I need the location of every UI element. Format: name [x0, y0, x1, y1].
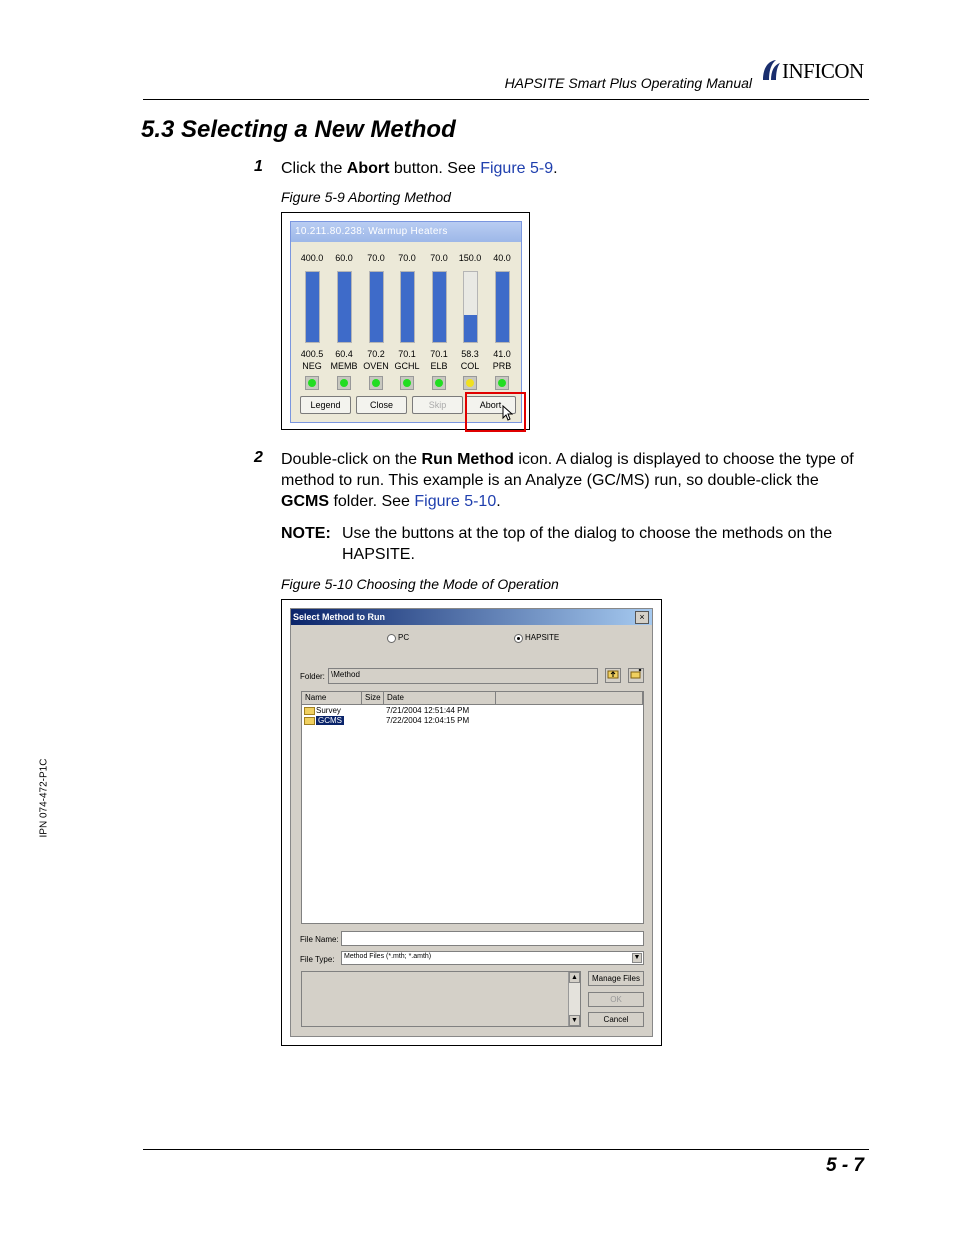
gauge-bar	[432, 271, 447, 343]
header-rule	[143, 99, 869, 100]
new-folder-button[interactable]	[628, 668, 644, 683]
step-2-text	[281, 449, 871, 512]
status-led-icon	[305, 376, 319, 390]
file-type-select[interactable]	[341, 951, 644, 965]
step-2-t4: .	[496, 493, 501, 510]
gauge-actual: 70.1	[398, 349, 416, 359]
gauge-bar-fill	[306, 272, 319, 342]
gauge-setpoint: 400.0	[300, 253, 324, 263]
inficon-logo	[760, 58, 872, 84]
list-item-date: 7/21/2004 12:51:44 PM	[386, 706, 470, 715]
scroll-up-icon[interactable]: ▲	[569, 972, 580, 983]
step-2-bold-run-method: Run Method	[421, 451, 514, 468]
step-2-number: 2	[254, 449, 263, 466]
list-item-date: 7/22/2004 12:04:15 PM	[386, 716, 470, 725]
note-text: Use the buttons at the top of the dialog to choose the methods on the HAPSITE.	[342, 525, 833, 563]
figure-5-9	[281, 212, 530, 430]
gauge-setpoint: 70.0	[430, 253, 448, 263]
new-folder-icon	[630, 669, 642, 679]
gauge-bar	[337, 271, 352, 343]
dialog-title: Select Method to Run	[291, 609, 652, 625]
figure-5-10	[281, 599, 662, 1046]
figure-5-9-caption: Figure 5-9 Aborting Method	[281, 189, 451, 205]
skip-button[interactable]: Skip	[412, 396, 463, 414]
gauge-name: MEMB	[330, 361, 358, 371]
step-2-t2: icon. A dialog is displayed to choose the type of method to run. This example is an Analyze (GC/MS) run, so double-click the	[281, 451, 854, 489]
chevron-down-icon[interactable]: ▼	[633, 954, 641, 961]
step-1-pre: Click the	[281, 160, 347, 177]
status-led-icon	[432, 376, 446, 390]
method-file-list[interactable]	[301, 691, 644, 924]
folder-field[interactable]	[328, 668, 598, 684]
step-1-mid: button. See	[389, 160, 481, 177]
select-method-dialog	[290, 608, 653, 1037]
gauge-bar-fill	[338, 272, 351, 342]
gauge-name: OVEN	[363, 361, 389, 371]
logo-text: INFICON	[782, 59, 864, 83]
list-item-name: GCMS	[318, 716, 342, 725]
gauge-name: PRB	[492, 361, 512, 371]
gauge-actual: 70.2	[367, 349, 385, 359]
section-title: 5.3 Selecting a New Method	[141, 116, 456, 143]
step-1-post: .	[553, 160, 558, 177]
gauge-bar-fill	[464, 315, 477, 342]
gauge-name: NEG	[302, 361, 322, 371]
folder-label: Folder:	[300, 672, 325, 681]
gauge-actual: 41.0	[493, 349, 511, 359]
folder-icon	[304, 707, 315, 715]
ok-button[interactable]: OK	[588, 992, 644, 1007]
column-header-size[interactable]: Size	[362, 692, 384, 705]
note-label: NOTE:	[281, 525, 331, 542]
pc-radio-label: PC	[398, 633, 410, 642]
step-2-t1: Double-click on the	[281, 451, 422, 468]
description-box	[301, 971, 581, 1027]
gauge-bar-fill	[433, 272, 446, 342]
file-type-label: File Type:	[300, 955, 335, 964]
gauge-actual: 58.3	[461, 349, 479, 359]
figure-5-10-caption: Figure 5-10 Choosing the Mode of Operation	[281, 576, 559, 592]
hapsite-radio-label: HAPSITE	[525, 633, 560, 642]
step-1-text	[281, 158, 871, 179]
abort-highlight-box	[465, 392, 526, 432]
gauge-setpoint: 150.0	[458, 253, 482, 263]
step-2-t3: folder. See	[329, 493, 415, 510]
gauge-bar	[305, 271, 320, 343]
list-item-name: Survey	[316, 706, 341, 715]
file-type-value: Method Files (*.mth; *.amth)	[344, 953, 432, 960]
column-header-date[interactable]: Date	[384, 692, 496, 705]
file-name-input[interactable]	[341, 931, 644, 946]
hapsite-radio[interactable]	[514, 634, 523, 643]
inficon-logo-icon	[760, 58, 782, 82]
column-header-empty	[496, 692, 643, 705]
list-item-gcms[interactable]	[304, 716, 344, 725]
status-led-icon	[400, 376, 414, 390]
ipn-code: IPN 074-472-P1C	[38, 758, 50, 838]
gauge-setpoint: 70.0	[367, 253, 385, 263]
gauge-setpoint: 70.0	[398, 253, 416, 263]
list-item-survey[interactable]	[304, 706, 341, 715]
close-icon[interactable]: ×	[635, 611, 649, 624]
pc-radio[interactable]	[387, 634, 396, 643]
file-name-label: File Name:	[300, 935, 339, 944]
close-button[interactable]: Close	[356, 396, 407, 414]
window-title: 10.211.80.238: Warmup Heaters	[291, 222, 521, 242]
gauge-name: GCHL	[394, 361, 420, 371]
gauge-name: COL	[460, 361, 480, 371]
column-header-name[interactable]: Name	[302, 692, 362, 705]
cancel-button[interactable]: Cancel	[588, 1012, 644, 1027]
gauge-actual: 400.5	[300, 349, 324, 359]
status-led-icon	[369, 376, 383, 390]
gauge-setpoint: 60.0	[335, 253, 353, 263]
figure-5-10-link[interactable]: Figure 5-10	[414, 493, 497, 510]
gauge-bar	[400, 271, 415, 343]
folder-icon	[304, 717, 315, 725]
gauge-actual: 70.1	[430, 349, 448, 359]
gauge-bar-fill	[401, 272, 414, 342]
footer-rule	[143, 1149, 869, 1150]
manual-title: HAPSITE Smart Plus Operating Manual	[504, 75, 752, 91]
step-1-bold: Abort	[346, 160, 390, 177]
figure-5-9-link[interactable]: Figure 5-9	[480, 160, 554, 177]
gauge-bar-fill	[370, 272, 383, 342]
up-folder-button[interactable]	[605, 668, 621, 683]
gauge-bar	[495, 271, 510, 343]
step-2-bold-gcms: GCMS	[281, 493, 329, 510]
gauge-bar-fill	[496, 272, 509, 342]
gauge-actual: 60.4	[335, 349, 353, 359]
step-1-number: 1	[254, 158, 263, 175]
status-led-icon	[463, 376, 477, 390]
gauge-setpoint: 40.0	[493, 253, 511, 263]
description-scrollbar[interactable]	[568, 972, 580, 1026]
gauge-name: ELB	[430, 361, 448, 371]
status-led-icon	[337, 376, 351, 390]
abort-button[interactable]: Abort	[465, 396, 516, 414]
warmup-heaters-window	[290, 221, 522, 423]
page-number: 5 - 7	[825, 1155, 864, 1176]
scroll-down-icon[interactable]: ▼	[569, 1015, 580, 1026]
folder-value: \Method	[331, 670, 360, 679]
gauge-bar	[463, 271, 478, 343]
manage-files-button[interactable]: Manage Files	[588, 971, 644, 986]
status-led-icon	[495, 376, 509, 390]
up-folder-icon	[607, 669, 619, 679]
gauge-bar	[369, 271, 384, 343]
legend-button[interactable]: Legend	[300, 396, 351, 414]
